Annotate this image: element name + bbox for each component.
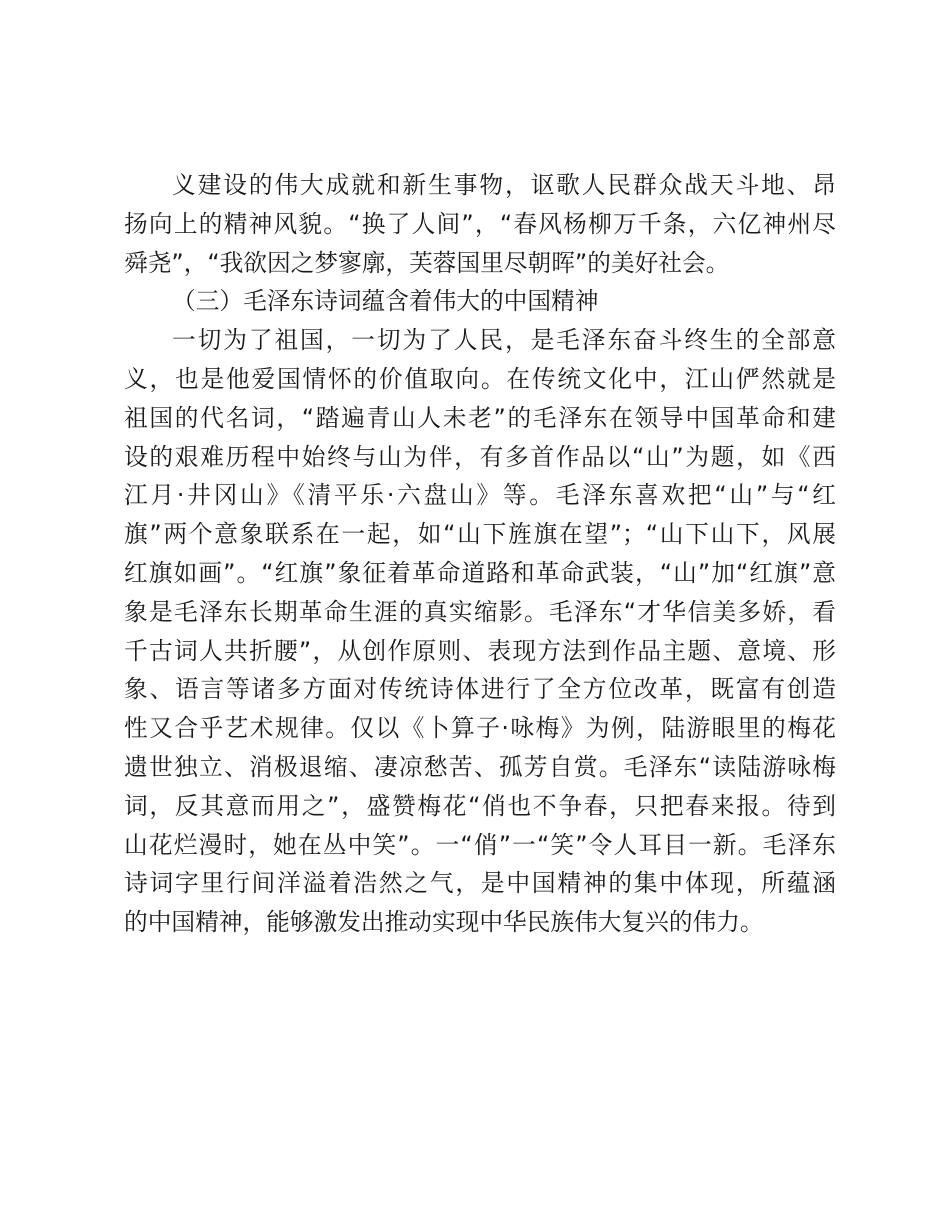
text-line: 舜尧”，“我欲因之梦寥廓，芙蓉国里尽朝晖”的美好社会。 <box>124 248 730 277</box>
text-line: 设的艰难历程中始终与山为伴，有多首作品以“山”为题，如《西 <box>124 442 836 471</box>
text-line: 义建设的伟大成就和新生事物，讴歌人民群众战天斗地、昂 <box>172 171 836 199</box>
body-text <box>124 166 836 942</box>
text-line: 千古词人共折腰”，从创作原则、表现方法到作品主题、意境、形 <box>124 636 836 665</box>
text-line: 词，反其意而用之”，盛赞梅花“俏也不争春，只把春来报。待到 <box>124 791 836 820</box>
text-line: 山花烂漫时，她在丛中笑”。一“俏”一“笑”令人耳目一新。毛泽东 <box>124 830 836 859</box>
text-line: 象是毛泽东长期革命生涯的真实缩影。毛泽东“才华信美多娇，看 <box>124 597 836 626</box>
text-line: 义，也是他爱国情怀的价值取向。在传统文化中，江山俨然就是 <box>124 364 836 393</box>
section-heading: （三）毛泽东诗词蕴含着伟大的中国精神 <box>172 287 599 316</box>
text-line: 性又合乎艺术规律。仅以《卜算子·咏梅》为例，陆游眼里的梅花 <box>124 714 836 743</box>
text-line: 诗词字里行间洋溢着浩然之气，是中国精神的集中体现，所蕴涵 <box>124 869 836 898</box>
text-line: 祖国的代名词，“踏遍青山人未老”的毛泽东在领导中国革命和建 <box>124 403 836 432</box>
text-line: 一切为了祖国，一切为了人民，是毛泽东奋斗终生的全部意 <box>172 326 836 355</box>
text-line: 江月·井冈山》《清平乐·六盘山》等。毛泽东喜欢把“山”与“红 <box>124 481 836 510</box>
text-line: 的中国精神，能够激发出推动实现中华民族伟大复兴的伟力。 <box>124 908 764 937</box>
text-line: 象、语言等诸多方面对传统诗体进行了全方位改革，既富有创造 <box>124 675 836 704</box>
text-line: 红旗如画”。“红旗”象征着革命道路和革命武装，“山”加“红旗”意 <box>124 558 836 587</box>
text-line: 扬向上的精神风貌。“换了人间”，“春风杨柳万千条，六亿神州尽 <box>124 209 836 238</box>
text-line: 遗世独立、消极退缩、凄凉愁苦、孤芳自赏。毛泽东“读陆游咏梅 <box>124 752 836 781</box>
text-line: 旗”两个意象联系在一起，如“山下旌旗在望”；“山下山下，风展 <box>124 520 836 549</box>
